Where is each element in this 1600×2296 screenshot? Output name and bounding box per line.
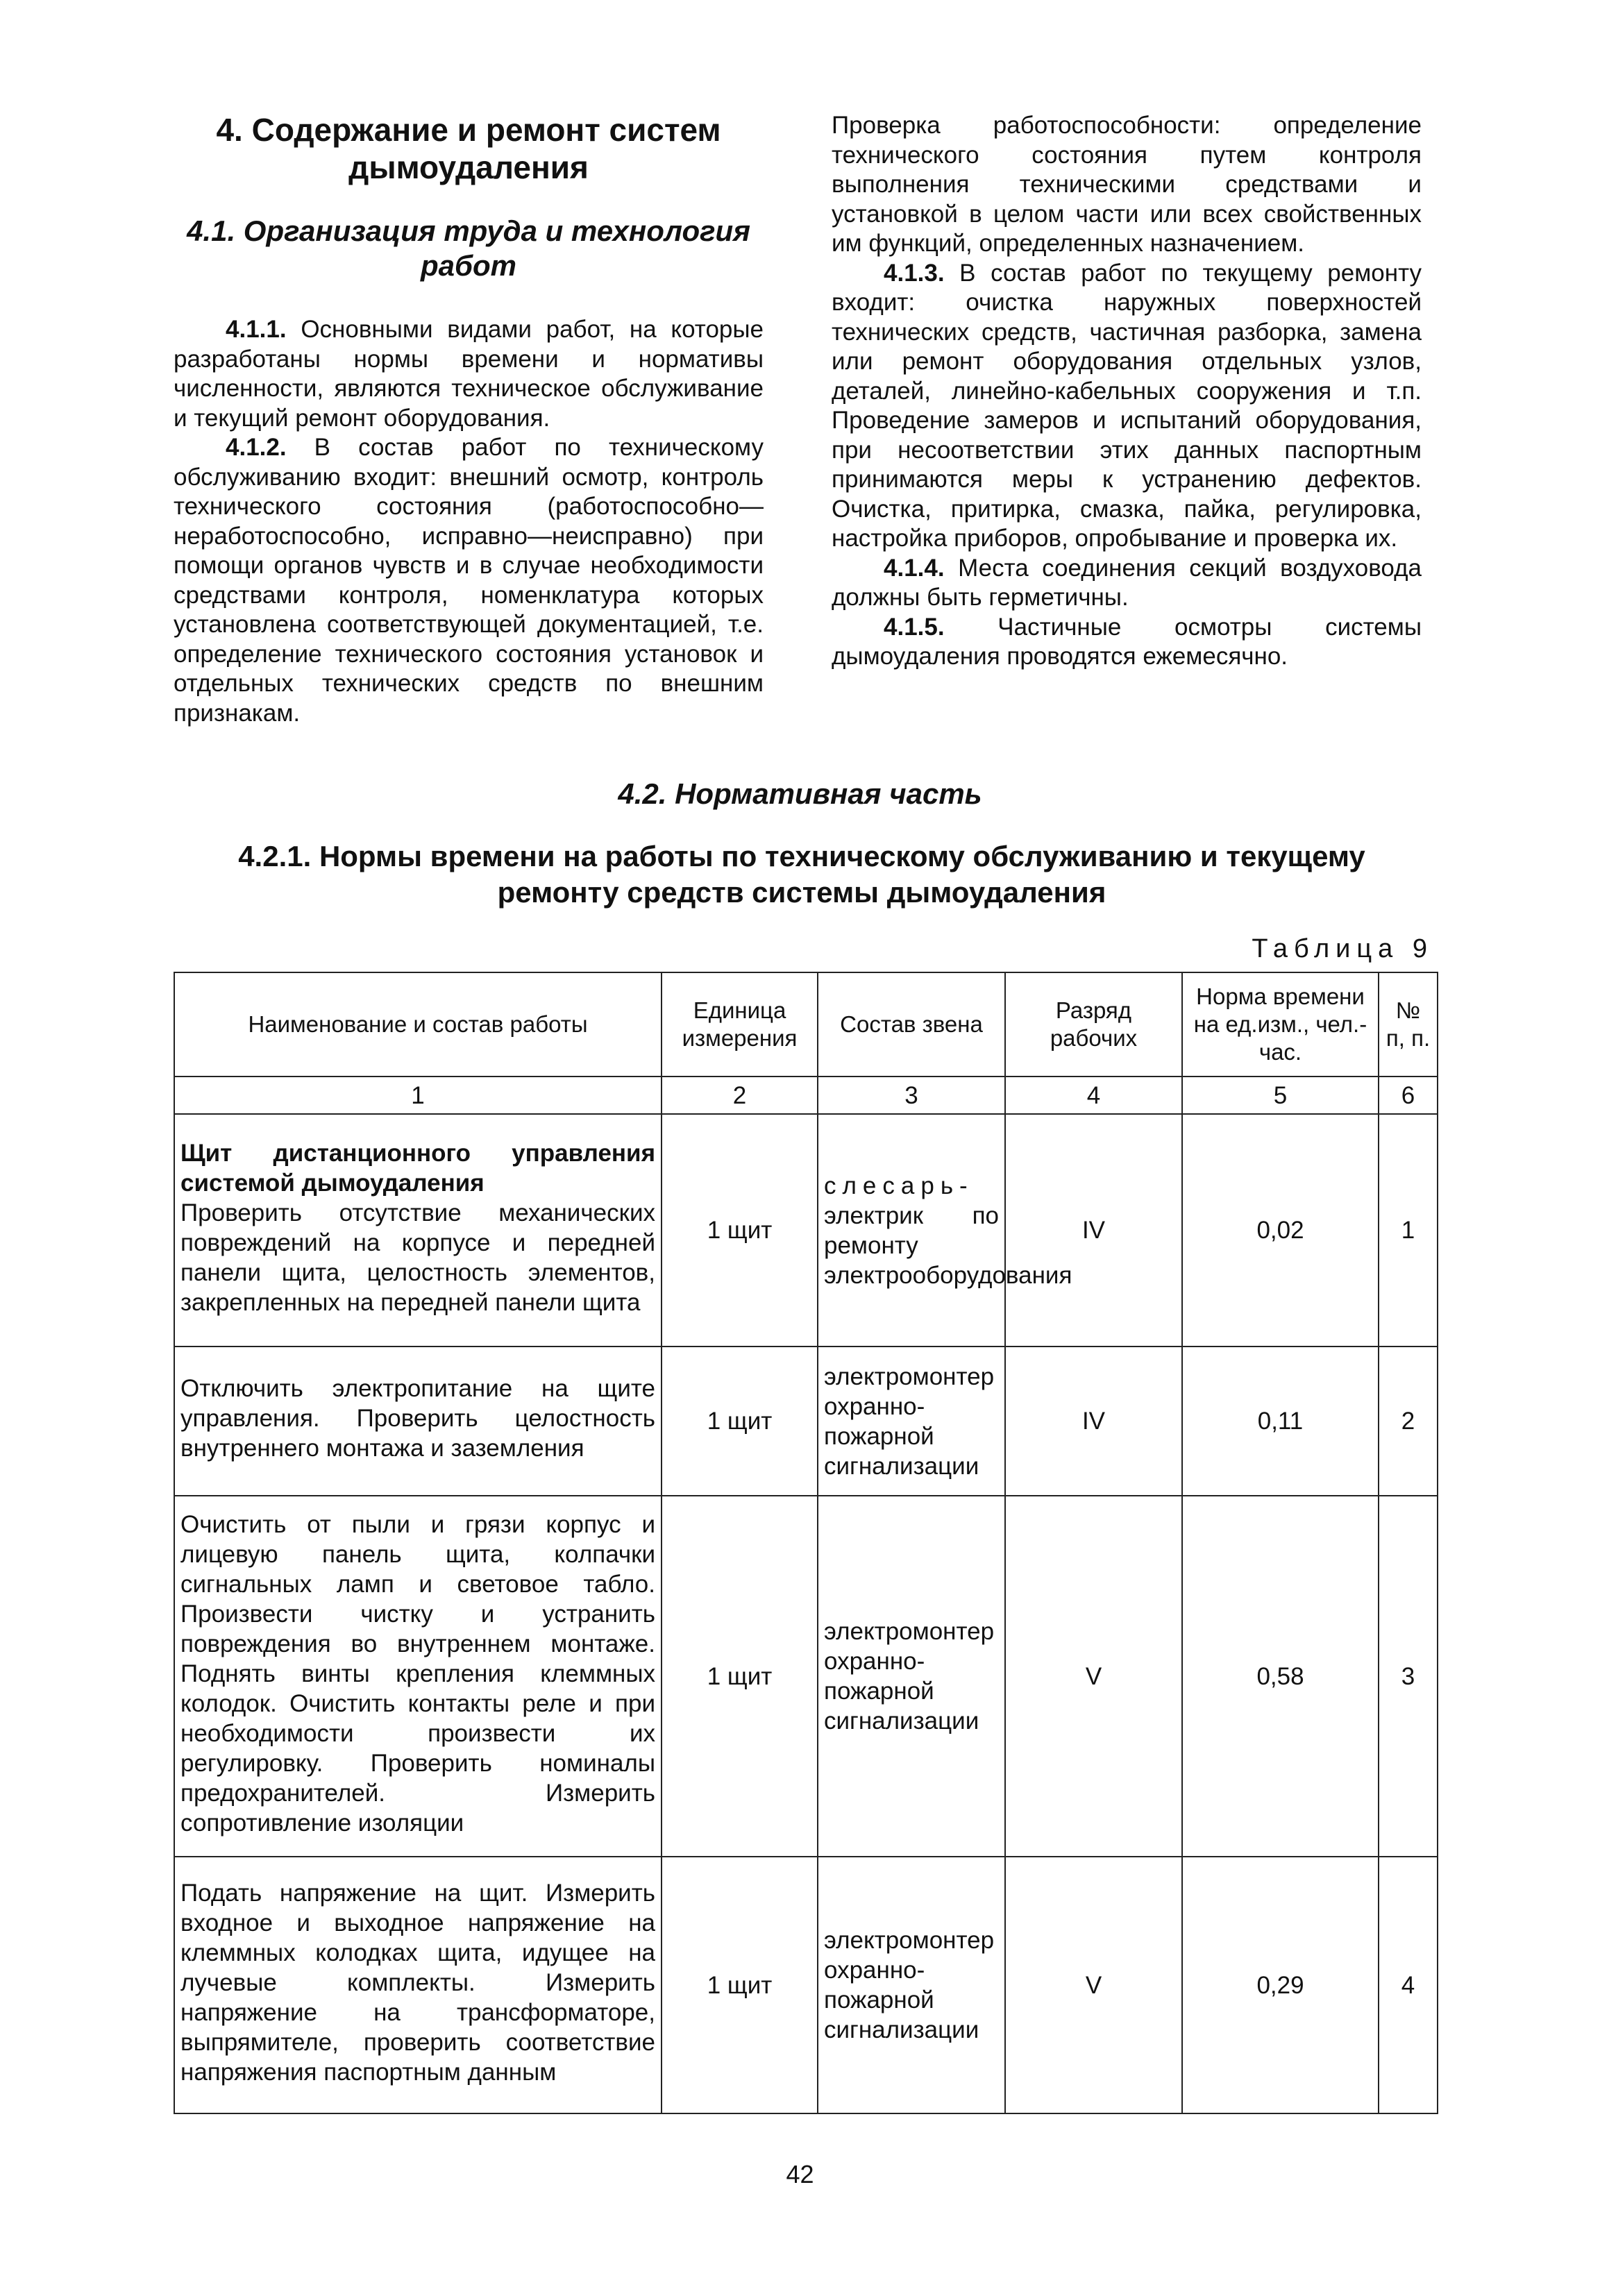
- work-description: [174, 1857, 662, 2113]
- unit-cell: 1 щит: [662, 1496, 818, 1857]
- crew-cell: [818, 1496, 1005, 1857]
- paragraph-4-1-3: [832, 259, 1422, 554]
- paragraph-number: 4.1.4.: [884, 554, 945, 582]
- header-cell: Единица измерения: [662, 972, 818, 1077]
- work-text: Подать напряжение на щит. Измерить входное и выходное напряжение на клеммных колодках щита, идущее на лучевые комплекты. Измерить напряжение на трансформаторе, выпрямителе, проверить соответствие напряжения паспортным данным: [180, 1879, 655, 2086]
- row-number-cell: 3: [1379, 1496, 1438, 1857]
- column-number-row: [174, 1077, 1438, 1114]
- table-caption: Таблица 9: [1252, 934, 1433, 963]
- table-row: [174, 1857, 1438, 2113]
- paragraph-text: Основными видами работ, на которые разработаны нормы времени и нормативы численности, являются техническое обслуживание и текущий ремонт оборудования.: [174, 316, 764, 432]
- crew-text-b: электрик по ремонту электрооборудования: [824, 1201, 1072, 1289]
- header-cell: Разряд рабочих: [1005, 972, 1182, 1077]
- page-number: 42: [786, 2160, 814, 2188]
- unit-cell: 1 щит: [662, 1857, 818, 2113]
- work-group-title: Щит дистанционного управления системой дымоудаления: [180, 1139, 655, 1197]
- column-number: 1: [174, 1077, 662, 1114]
- paragraph-number: 4.1.2.: [226, 434, 287, 461]
- header-cell: Наименование и состав работы: [174, 972, 662, 1077]
- right-column: [832, 111, 1422, 672]
- norm-cell: 0,11: [1182, 1347, 1379, 1496]
- subsection-title: 4.1. Организация труда и технология работ: [187, 214, 750, 282]
- left-column: [174, 111, 764, 728]
- row-number-cell: 1: [1379, 1114, 1438, 1347]
- paragraph-text: В состав работ по текущему ремонту входит: очистка наружных поверхностей технических средств, частичная разборка, замена или ремонт оборудования отдельных узлов, деталей, линейно-кабельных сооружения и т.п. Проведение замеров и испытаний оборудования, при несоответствии этих данных паспортным принимаются меры к устранению дефектов. Очистка, притирка, смазка, пайка, регулировка, настройка приборов, опробывание и проверка их.: [832, 259, 1422, 552]
- header-cell: № п, п.: [1379, 972, 1438, 1077]
- crew-text-b: электромонтер охранно-пожарной сигнализации: [824, 1618, 995, 1734]
- grade-cell: IV: [1005, 1347, 1182, 1496]
- crew-cell: [818, 1114, 1072, 1347]
- paragraph-4-1-5: [832, 613, 1422, 672]
- column-number: 2: [662, 1077, 818, 1114]
- norm-cell: 0,29: [1182, 1857, 1379, 2113]
- paragraph-text: Частичные осмотры системы дымоудаления проводятся ежемесячно.: [832, 613, 1422, 670]
- column-number: 6: [1379, 1077, 1438, 1114]
- row-number-cell: 2: [1379, 1347, 1438, 1496]
- crew-text-b: электромонтер охранно-пожарной сигнализации: [824, 1362, 995, 1480]
- work-description: [174, 1114, 662, 1347]
- unit-cell: 1 щит: [662, 1347, 818, 1496]
- header-cell: Норма времени на ед.изм., чел.-час.: [1182, 972, 1379, 1077]
- crew-cell: [818, 1347, 1005, 1496]
- normative-heading: 4.2. Нормативная часть: [618, 777, 982, 810]
- grade-cell: V: [1005, 1857, 1182, 2113]
- norm-cell: 0,02: [1182, 1114, 1379, 1347]
- crew-cell: [818, 1857, 1005, 2113]
- crew-text-a: слесарь-: [824, 1172, 974, 1199]
- table-row: [174, 1114, 1438, 1347]
- norm-cell: 0,58: [1182, 1496, 1379, 1857]
- paragraph-number: 4.1.3.: [884, 259, 945, 287]
- norm-table: [174, 972, 1438, 2114]
- table-row: [174, 1347, 1438, 1496]
- column-number: 5: [1182, 1077, 1379, 1114]
- work-description: [174, 1496, 662, 1857]
- paragraph-number: 4.1.1.: [226, 316, 287, 343]
- paragraph-number: 4.1.5.: [884, 613, 945, 641]
- paragraph-4-1-1: [174, 315, 764, 433]
- column-number: 4: [1005, 1077, 1182, 1114]
- table-header-row: [174, 972, 1438, 1077]
- work-text: Очистить от пыли и грязи корпус и лицевую панель щита, колпачки сигнальных ламп и световое табло. Произвести чистку и устранить повреждения во внутреннем монтаже. Поднять винты крепления клеммных колодок. Очистить контакты реле и при необходимости произвести их регулировку. Проверить номиналы предохранителей. Измерить сопротивление изоляции: [180, 1510, 655, 1837]
- column-number: 3: [818, 1077, 1005, 1114]
- work-description: [174, 1347, 662, 1496]
- header-cell: Состав звена: [818, 972, 1005, 1077]
- paragraph-4-1-4: [832, 554, 1422, 613]
- work-text: Проверить отсутствие механических повреждений на корпусе и передней панели щита, целостность элементов, закрепленных на передней панели щита: [180, 1199, 655, 1316]
- paragraph-check: Проверка работоспособности: определение технического состояния путем контроля выполнения техническими средствами и установкой в целом части или всех свойственных им функций, определенных назначением.: [832, 112, 1422, 257]
- section-title: 4. Содержание и ремонт систем дымоудаления: [216, 112, 721, 185]
- unit-cell: 1 щит: [662, 1114, 818, 1347]
- paragraph-text: Места соединения секций воздуховода должны быть герметичны.: [832, 554, 1422, 611]
- table-row: [174, 1496, 1438, 1857]
- work-text: Отключить электропитание на щите управления. Проверить целостность внутреннего монтажа и заземления: [180, 1375, 655, 1462]
- crew-text-b: электромонтер охранно-пожарной сигнализации: [824, 1927, 995, 2043]
- grade-cell: IV: [1005, 1114, 1182, 1347]
- table-heading: 4.2.1. Нормы времени на работы по техническому обслуживанию и текущему ремонту средств системы дымоудаления: [238, 840, 1365, 909]
- row-number-cell: 4: [1379, 1857, 1438, 2113]
- grade-cell: V: [1005, 1496, 1182, 1857]
- paragraph-text: В состав работ по техническому обслуживанию входит: внешний осмотр, контроль технического состояния (работоспособно—неработоспособно, исправно—неисправно) при помощи органов чувств и в случае необходимости средствами контроля, номенклатура которых установлена соответствующей документацией, т.е. определение технического состояния установок и отдельных технических средств по внешним признакам.: [174, 434, 764, 727]
- paragraph-4-1-2: [174, 433, 764, 728]
